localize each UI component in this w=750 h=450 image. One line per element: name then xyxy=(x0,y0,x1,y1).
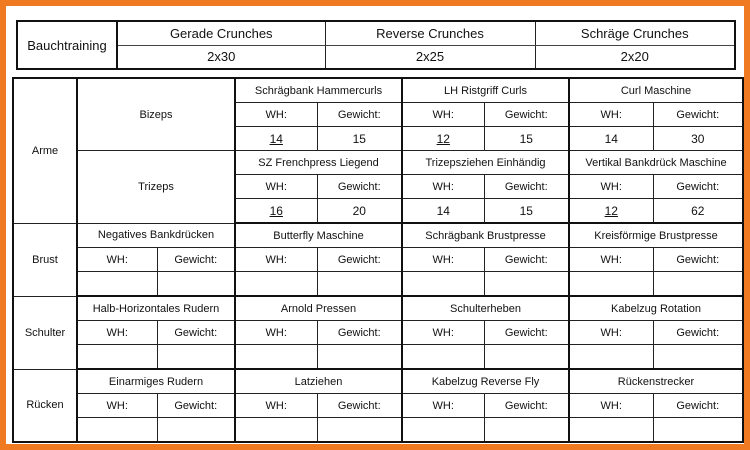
wh-value[interactable] xyxy=(569,272,653,297)
exercise-name: Curl Maschine xyxy=(569,78,743,103)
weight-header: Gewicht: xyxy=(317,394,402,418)
weight-header: Gewicht: xyxy=(484,248,569,272)
abs-exercise-name: Reverse Crunches xyxy=(325,21,535,45)
weight-header: Gewicht: xyxy=(484,175,569,199)
weight-value[interactable] xyxy=(317,418,402,443)
abs-exercise-name: Schräge Crunches xyxy=(535,21,735,45)
exercise-name: Rückenstrecker xyxy=(569,369,743,394)
wh-header: WH: xyxy=(569,103,653,127)
exercise-name: Butterfly Maschine xyxy=(235,223,402,248)
exercise-name: Halb-Horizontales Rudern xyxy=(77,296,235,321)
weight-value[interactable] xyxy=(653,345,743,370)
wh-header: WH: xyxy=(402,321,484,345)
wh-value[interactable] xyxy=(77,418,157,443)
weight-value[interactable] xyxy=(317,345,402,370)
wh-header: WH: xyxy=(235,394,317,418)
weight-header: Gewicht: xyxy=(157,321,235,345)
wh-value[interactable]: 14 xyxy=(569,127,653,151)
weight-header: Gewicht: xyxy=(317,321,402,345)
wh-value[interactable] xyxy=(402,272,484,297)
weight-value[interactable]: 20 xyxy=(317,199,402,224)
exercise-name: LH Ristgriff Curls xyxy=(402,78,569,103)
wh-value[interactable]: 16 xyxy=(235,199,317,224)
wh-value[interactable] xyxy=(235,272,317,297)
wh-value[interactable] xyxy=(402,418,484,443)
weight-header: Gewicht: xyxy=(157,248,235,272)
wh-header: WH: xyxy=(77,248,157,272)
weight-value[interactable]: 62 xyxy=(653,199,743,224)
wh-value[interactable]: 12 xyxy=(569,199,653,224)
group-label-ruecken: Rücken xyxy=(13,369,77,442)
weight-value[interactable] xyxy=(157,272,235,297)
weight-header: Gewicht: xyxy=(317,103,402,127)
group-label-arme: Arme xyxy=(13,78,77,223)
abs-exercise-sets: 2x25 xyxy=(325,45,535,69)
weight-header: Gewicht: xyxy=(157,394,235,418)
wh-header: WH: xyxy=(569,248,653,272)
weight-value[interactable] xyxy=(653,418,743,443)
weight-header: Gewicht: xyxy=(317,248,402,272)
exercise-name: SZ Frenchpress Liegend xyxy=(235,151,402,175)
exercise-name: Kreisförmige Brustpresse xyxy=(569,223,743,248)
wh-value[interactable]: 14 xyxy=(402,199,484,224)
workout-sheet xyxy=(6,6,744,444)
wh-header: WH: xyxy=(569,175,653,199)
weight-header: Gewicht: xyxy=(653,103,743,127)
wh-value[interactable] xyxy=(235,418,317,443)
subgroup-label-bizeps: Bizeps xyxy=(77,78,235,151)
wh-header: WH: xyxy=(77,394,157,418)
wh-header: WH: xyxy=(235,248,317,272)
wh-value[interactable] xyxy=(77,272,157,297)
weight-header: Gewicht: xyxy=(317,175,402,199)
wh-value[interactable] xyxy=(402,345,484,370)
exercise-name: Einarmiges Rudern xyxy=(77,369,235,394)
wh-value[interactable] xyxy=(235,345,317,370)
wh-value[interactable]: 12 xyxy=(402,127,484,151)
exercise-name: Latziehen xyxy=(235,369,402,394)
wh-value[interactable] xyxy=(77,345,157,370)
exercise-name: Schulterheben xyxy=(402,296,569,321)
exercise-name: Trizepsziehen Einhändig xyxy=(402,151,569,175)
subgroup-label-trizeps: Trizeps xyxy=(77,151,235,224)
weight-value[interactable] xyxy=(157,418,235,443)
wh-header: WH: xyxy=(235,175,317,199)
abs-training-table xyxy=(16,20,736,70)
group-label-schulter: Schulter xyxy=(13,296,77,369)
weight-header: Gewicht: xyxy=(484,394,569,418)
abs-label: Bauchtraining xyxy=(17,21,117,69)
weight-header: Gewicht: xyxy=(484,321,569,345)
abs-exercise-sets: 2x20 xyxy=(535,45,735,69)
exercise-name: Vertikal Bankdrück Maschine xyxy=(569,151,743,175)
weight-value[interactable]: 30 xyxy=(653,127,743,151)
exercise-name: Kabelzug Rotation xyxy=(569,296,743,321)
exercise-name: Kabelzug Reverse Fly xyxy=(402,369,569,394)
wh-header: WH: xyxy=(235,321,317,345)
group-label-brust: Brust xyxy=(13,223,77,296)
wh-header: WH: xyxy=(402,103,484,127)
exercise-name: Arnold Pressen xyxy=(235,296,402,321)
abs-exercise-sets: 2x30 xyxy=(117,45,325,69)
exercise-name: Negatives Bankdrücken xyxy=(77,223,235,248)
weight-value[interactable]: 15 xyxy=(317,127,402,151)
workout-table xyxy=(12,77,744,443)
wh-header: WH: xyxy=(402,394,484,418)
wh-header: WH: xyxy=(402,248,484,272)
weight-header: Gewicht: xyxy=(653,248,743,272)
weight-value[interactable] xyxy=(484,418,569,443)
wh-value[interactable] xyxy=(569,345,653,370)
weight-value[interactable] xyxy=(484,345,569,370)
weight-header: Gewicht: xyxy=(653,175,743,199)
weight-value[interactable] xyxy=(157,345,235,370)
weight-header: Gewicht: xyxy=(653,321,743,345)
wh-header: WH: xyxy=(235,103,317,127)
weight-value[interactable] xyxy=(317,272,402,297)
wh-value[interactable] xyxy=(569,418,653,443)
exercise-name: Schrägbank Hammercurls xyxy=(235,78,402,103)
weight-value[interactable]: 15 xyxy=(484,127,569,151)
wh-header: WH: xyxy=(402,175,484,199)
exercise-name: Schrägbank Brustpresse xyxy=(402,223,569,248)
weight-value[interactable]: 15 xyxy=(484,199,569,224)
weight-header: Gewicht: xyxy=(484,103,569,127)
weight-header: Gewicht: xyxy=(653,394,743,418)
wh-header: WH: xyxy=(77,321,157,345)
wh-header: WH: xyxy=(569,321,653,345)
weight-value[interactable] xyxy=(484,272,569,297)
weight-value[interactable] xyxy=(653,272,743,297)
wh-header: WH: xyxy=(569,394,653,418)
abs-exercise-name: Gerade Crunches xyxy=(117,21,325,45)
wh-value[interactable]: 14 xyxy=(235,127,317,151)
